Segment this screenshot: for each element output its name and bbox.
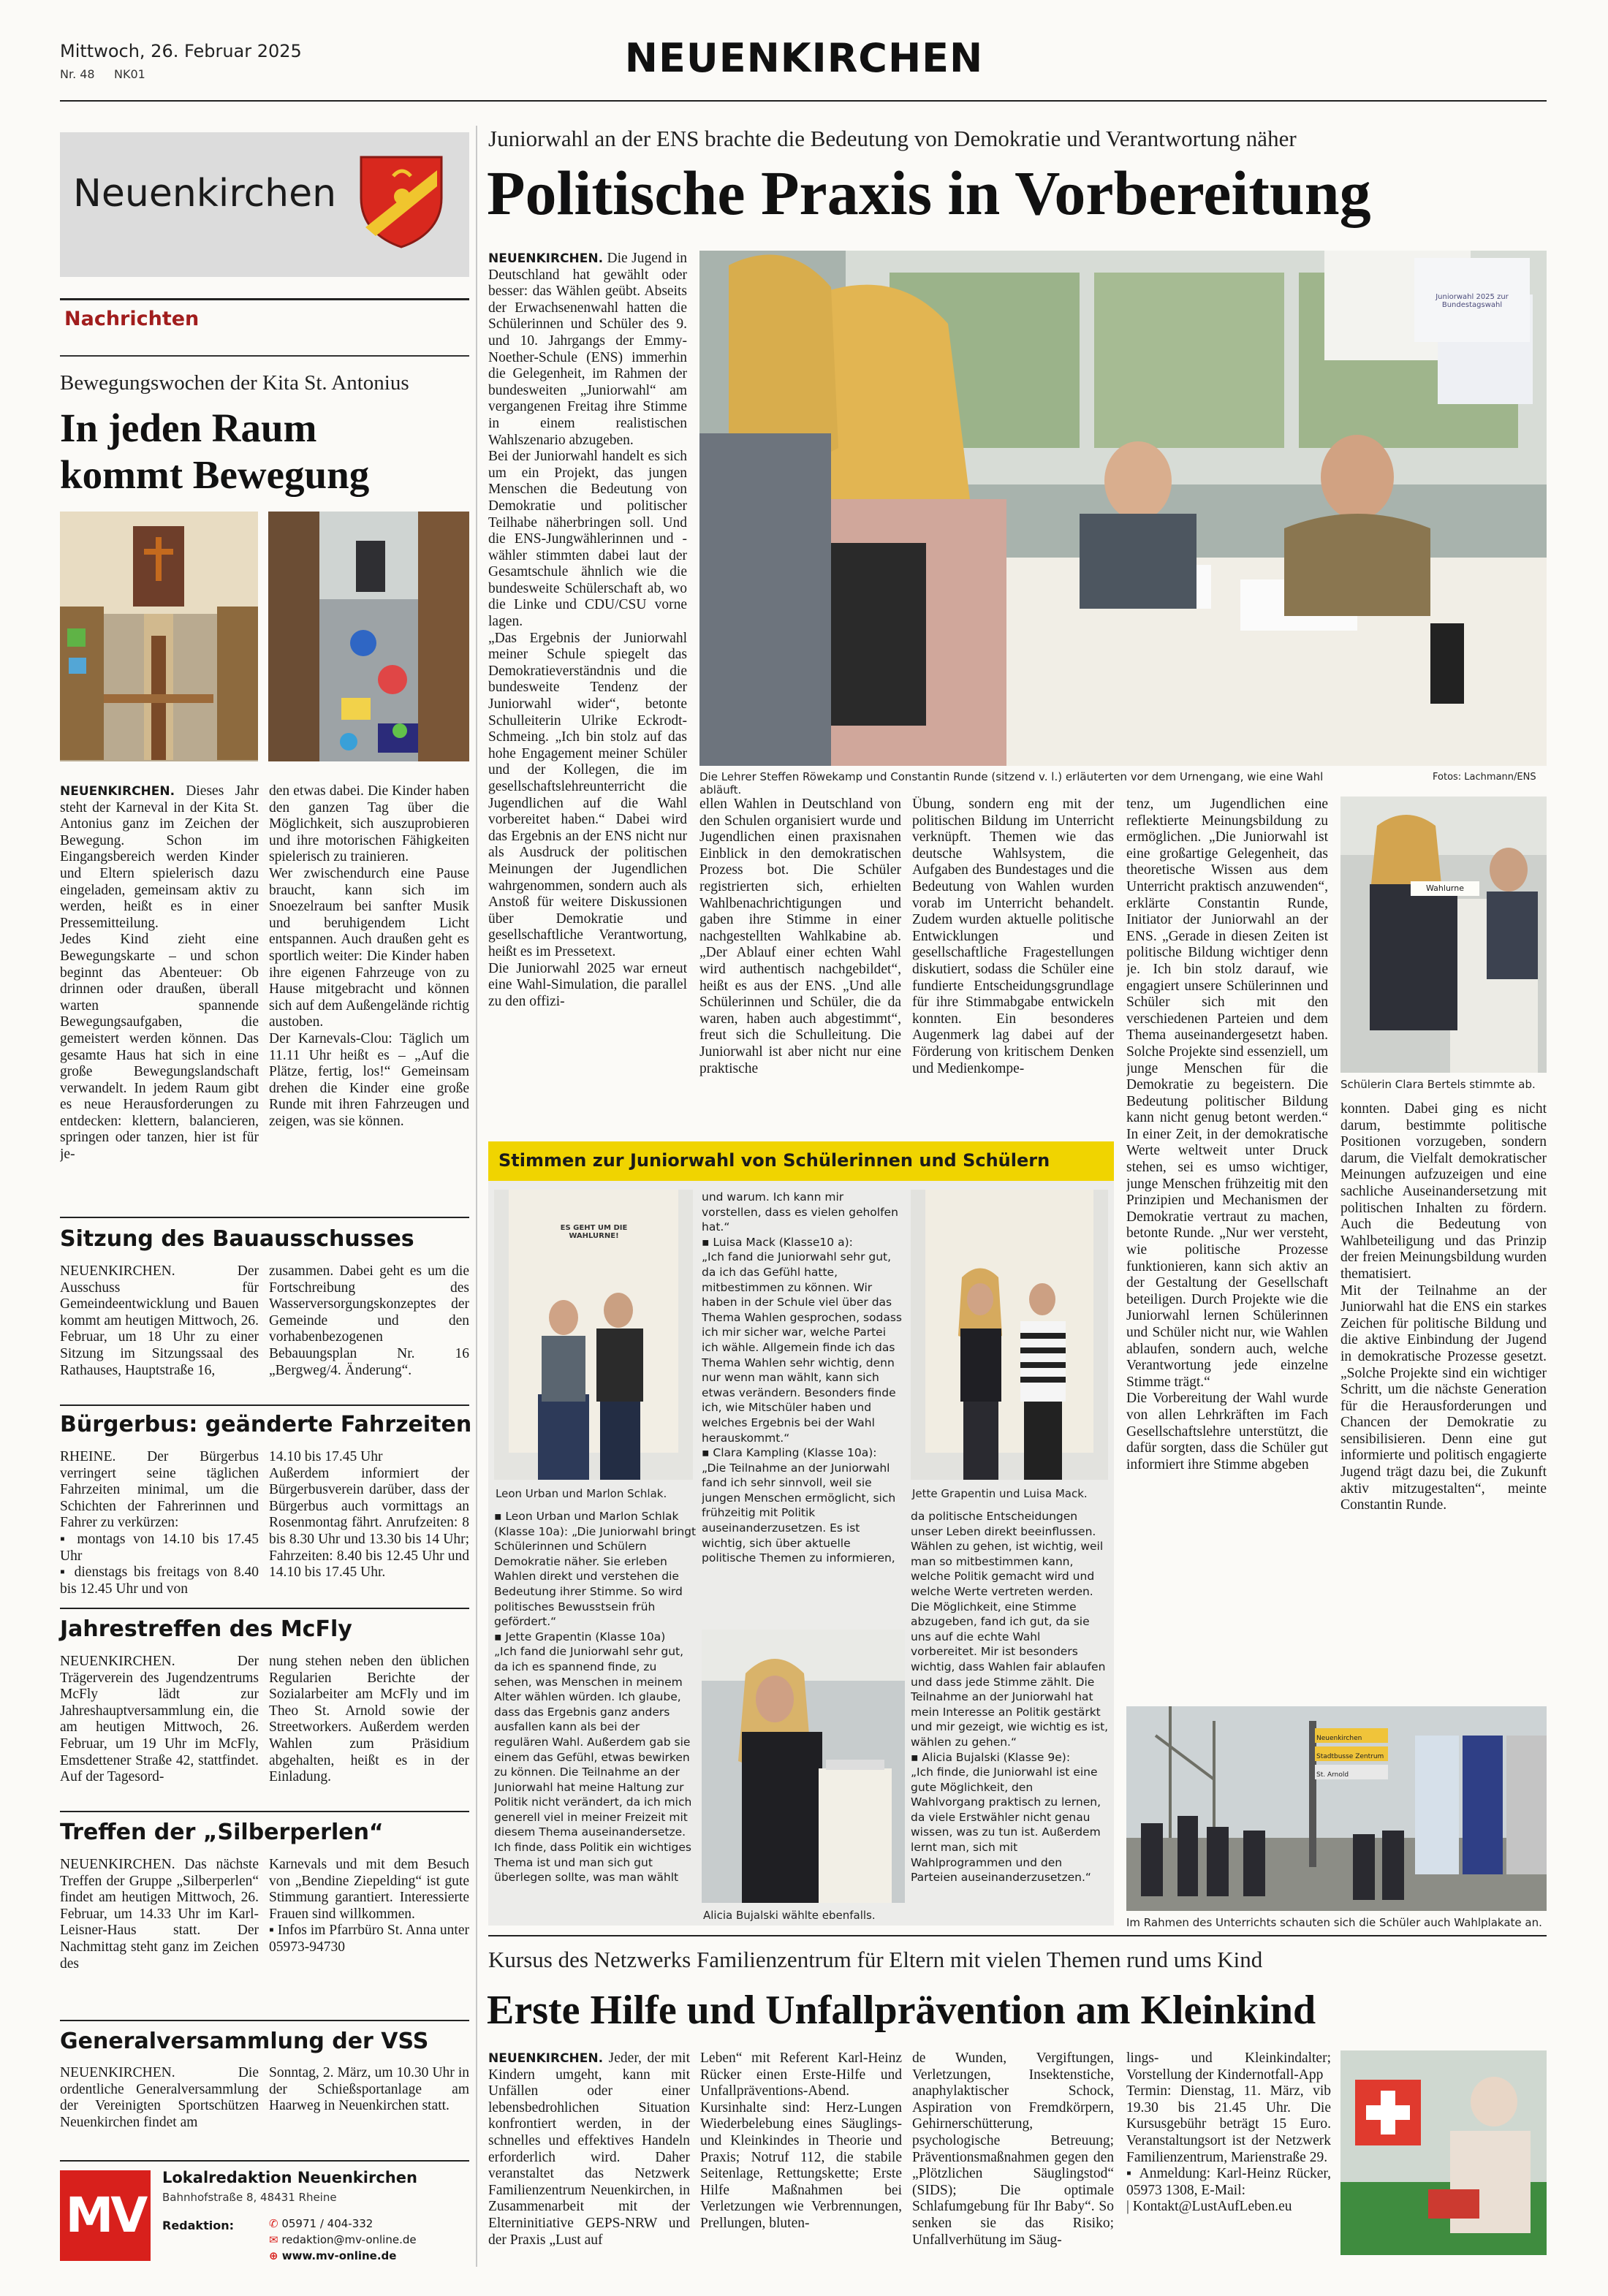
footer-label: Redaktion: <box>162 2219 234 2232</box>
clara-photo <box>1340 797 1547 1073</box>
bau-text-col1: NEUENKIRCHEN. Der Ausschuss für Gemeindeentwicklung und Bauen kommt am heutigen Mittwoch, 26. Februar, um 18 Uhr zu einer Sitzung im Sitzungssaal des Rathauses, Hauptstraße 16, <box>60 1263 259 1378</box>
masthead-rule <box>60 100 1547 102</box>
kita-photo-floor <box>268 512 469 761</box>
bus-text-col2: 14.10 bis 17.45 Uhr Außerdem informiert der Bürgerbusverein darüber, dass der Bürgerbus auch vormittags an Rosenmontag fährt. Anrufzeiten: 8 bis 8.30 Uhr und 13.30 bis 14 Uhr; Fahrzeiten: 8.40 bis 12.45 Uhr und 14.10 bis 17.45 Uhr. <box>269 1449 469 1581</box>
divider <box>60 1811 469 1812</box>
bau-headline: Sitzung des Bauausschusses <box>60 1226 414 1252</box>
mcfly-text-col2: nung stehen neben den üblichen Regularien Berichte der Sozialarbeiter am McFly und im Theo St. Arnold sowie der Streetworkers. Außerdem werden Wahlen zum Präsidium abgehalten, heißt es in der Einladung. <box>269 1654 469 1785</box>
main-text-col3: Übung, sondern eng mit der politischen Bildung im Unterricht verknüpft. Themen wie das deutsche Wahlsystem, die Aufgaben des Bundestages und die Bedeutung von Wahlen wurden vorab im Unterricht behandelt. Zudem wurden aktuelle politische Entwicklungen und gesellschaftliche Fragestellungen diskutiert, sodass die Schüler eine fundierte Entscheidungsgrundlage für ihre Stimmabgabe entwickeln konnten. Ein besonderes Augenmerk lag dabei auf der Förderung von kritischem Denken und Medienkompe- <box>912 797 1114 1076</box>
footer-phone-text: 05971 / 404-332 <box>281 2217 373 2230</box>
sidebar-title: Neuenkirchen <box>73 172 337 216</box>
main-text-col1: NEUENKIRCHEN. Die Jugend in Deutschland hat gewählt oder besser: das Wählen geübt. Abseits der Erwachsenenwahl hatten die Schülerinnen und Schüler des 9. und 10. Jahrgangs der Emmy-Noether-Schule (ENS) immerhin die Gelegenheit, im Rahmen der bundesweiten „Juniorwahl“ am vergangenen Freitag ihre Stimme in einem realistischen Wahlszenario abzugeben. Bei der Juniorwahl handelt es sich um ein Projekt, das jungen Menschen die Bedeutung von Demokratie und politischer Teilhabe näherbringen soll. Und die ENS-Jungwählerinnen und -wähler stimmten dabei laut der Gesamtschule ähnlich wie die bundesweite Schülerschaft ab, wo die Linke und CDU/CSU vorne lagen. „Das Ergebnis der Juniorwahl meiner Schule spiegelt das Demokratieverständnis und die bundesweite Tendenz der Juniorwahl wider“, betonte Schulleiterin Ulrike Eckrodt-Schmeing. „Ich bin stolz auf das hohe Engagement meiner Schüler und der Kollegen, die im gesellschaftslehreunterricht die Jugendlichen auf die Wahl vorbereitet haben.“ Dabei wird das Ergebnis an der ENS nicht nur als Ausdruck der politischen Meinungen der Jugendlichen wahrgenommen, sondern auch als Anstoß für weitere Diskussionen über Demokratie und gesellschaftliche Verantwortung, heißt es im Pressetext. Die Juniorwahl 2025 war erneut eine Wahl-Simulation, die parallel zu den offizi- <box>488 251 687 1009</box>
divider <box>60 1217 469 1218</box>
bottom-text-col3: de Wunden, Vergiftungen, Verletzungen, Insektenstiche, anaphylaktischer Schock, Aspiration von Fremdkörpern, Gehirnerschütterung, psychologische Betreuung; Präventionsmaßnahmen gegen den „Plötzlichen Säuglingstod“ (SIDS); Die optimale Schlafumgebung für Ihr Baby“. So senken sie das Risiko; Unfallverhütung im Säug- <box>912 2050 1114 2248</box>
kita-photo-hall <box>60 512 258 761</box>
divider <box>488 1935 1547 1936</box>
street-sign-3: St. Arnold <box>1316 1771 1349 1779</box>
nachrichten-rule-bottom <box>60 355 469 357</box>
vss-text-col1: NEUENKIRCHEN. Die ordentliche Generalversammlung der Vereinigten Sportschützen Neuenkirchen findet am <box>60 2065 259 2130</box>
section-title: NEUENKIRCHEN <box>624 35 984 81</box>
poster-juniorwahl: Juniorwahl 2025 zur Bundestagswahl <box>1414 258 1530 342</box>
divider <box>60 1608 469 1609</box>
alicia-caption: Alicia Bujalski wählte ebenfalls. <box>703 1909 876 1922</box>
footer-email[interactable] <box>269 2233 417 2246</box>
masthead-edition: NK01 <box>114 67 145 81</box>
bottom-text-col1-body: Jeder, der mit Kindern umgeht, kann mit Unfällen oder einer lebensbedrohlichen Situation konfrontiert werden, in der schnelles und effektives Handeln erforderlich wird. Daher veranstaltet das Netzwerk Familienzentrum Neuenkirchen, in Zusammenarbeit mit der Elterninitiative GEPS-NRW und der Praxis „Lust auf <box>488 2050 690 2248</box>
street-sign-1: Neuenkirchen <box>1316 1735 1362 1742</box>
vss-headline: Generalversammlung der VSS <box>60 2029 429 2054</box>
bottom-text-col2: Leben“ mit Referent Karl-Heinz Rücker einen Erste-Hilfe und Unfallpräventions-Abend. Kursinhalte sind: Herz-Lungen Wiederbelebung eines Säuglings- und Kleinkindes in Theorie und Praxis; Notruf 112, die stabile Seitenlage, Rettungskette; Erste Hilfe Maßnahmen bei Verletzungen wie Verbrennungen, Prellungen, bluten- <box>700 2050 902 2231</box>
footer-phone <box>269 2217 373 2230</box>
mcfly-headline: Jahrestreffen des McFly <box>60 1616 352 1642</box>
divider <box>60 2160 469 2162</box>
stimmen-title: Stimmen zur Juniorwahl von Schülerinnen und Schülern <box>498 1150 1050 1171</box>
clara-caption: Schülerin Clara Bertels stimmte ab. <box>1340 1078 1536 1091</box>
main-text-col4: tenz, um Jugendlichen eine reflektierte Meinungsbildung zu ermöglichen. „Die Juniorwahl ist eine großartige Gelegenheit, das theoretische Wissen aus dem Unterricht praktisch anzuwenden“, erklärte Constantin Runde, Initiator der Juniorwahl an der ENS. „Gerade in diesen Zeiten ist politische Bildung wichtiger denn je. Ich bin stolz darauf, wie engagiert unsere Schülerinnen und Schüler sich mit den verschiedenen Parteien und dem Thema auseinandergesetzt haben. Solche Projekte sind essenziell, um junge Menschen für die Demokratie zu begeistern. Die Bedeutung politischer Bildung kann nicht genug betont werden.“ In einer Zeit, in der demokratische Werte weltweit unter Druck stehen, sei es umso wichtiger, junge Menschen frühzeitig mit den Prinzipien und Mechanismen der Demokratie vertraut zu machen, betonte Runde. „Nur wer versteht, wie politische Prozesse funktionieren, kann sich aktiv an der Gestaltung der Gesellschaft beteiligen. Durch Projekte wie die Juniorwahl lernen Schülerinnen und Schüler nicht nur, wie Wahlen ablaufen, sondern auch, welche Verantwortung jede einzelne Stimme trägt.“ Die Vorbereitung der Wahl wurde von allen Lehrkräften im Fach Gesellschaftslehre unterstützt, die dafür sorgten, dass die Schüler gut informiert ihre Stimme abgeben <box>1126 797 1328 1472</box>
main-text-col5: konnten. Dabei ging es nicht darum, bestimmte politische Positionen vorzugeben, sondern darum, die Vielfalt demokratischer Meinungen aufzuzeigen und eine sachliche Auseinandersetzung mit politischen Inhalten zu fördern. Auch die Bedeutung von Wahlbeteiligung und das Prinzip der freien Meinungsbildung wurden thematisiert. Mit der Teilnahme an der Juniorwahl hat die ENS ein starkes Zeichen für politische Bildung und die aktive Einbindung der Jugend in demokratische Prozesse gesetzt. „Solche Projekte sind ein wichtiger Schritt, um die nächste Generation für die Herausforderungen und Chancen der Demokratie zu sensibilisieren. Denn eine gut informierte und politisch engagierte Jugend trägt dazu bei, die Zukunft aktiv mitzugestalten“, meinte Constantin Runde. <box>1340 1101 1547 1513</box>
main-kicker: Juniorwahl an der ENS brachte die Bedeutung von Demokratie und Verantwortung näher <box>488 126 1297 151</box>
wahlplakat-caption: Im Rahmen des Unterrichts schauten sich die Schüler auch Wahlplakate an. <box>1126 1916 1542 1929</box>
silber-text-col1: NEUENKIRCHEN. Das nächste Treffen der Gruppe „Silberperlen“ findet am heutigen Mittwoch, 26. Februar, um 14.33 Uhr im Karl-Leisner-Haus statt. Der Nachmittag steht ganz im Zeichen des <box>60 1857 259 1972</box>
kita-text-col1-body: Dieses Jahr steht der Karneval in der Kita St. Antonius ganz im Zeichen der Bewegung. Schon im Eingangsbereich werden Kinder und Eltern spielerisch dazu eingeladen, gemeinsam aktiv zu werden, heißt es in einer Pressemitteilung. Jedes Kind zieht eine Bewegungskarte – und schon beginnt das Abenteuer: Ob drinnen oder draußen, überall warten spannende Bewegungsaufgaben, die gemeistert werden können. Das gesamte Haus hat sich in eine große Bewegungslandschaft verwandelt. In jedem Raum gibt es neue Herausforderungen zu entdecken: klettern, balancieren, springen oder tanzen, hier ist für je- <box>60 783 259 1163</box>
coat-of-arms-icon <box>358 154 444 249</box>
phone-icon: ✆ <box>269 2217 282 2230</box>
column-divider <box>476 126 477 2267</box>
mv-logo: MV <box>60 2170 151 2261</box>
bus-headline: Bürgerbus: geänderte Fahrzeiten <box>60 1412 472 1437</box>
vss-text-col2: Sonntag, 2. März, um 10.30 Uhr in der Schießsportanlage am Haarweg in Neuenkirchen statt. <box>269 2065 469 2114</box>
web-icon: ⊕ <box>269 2249 282 2262</box>
mail-icon: ✉ <box>269 2233 282 2246</box>
bottom-text-col4: lings- und Kleinkindalter; Vorstellung der Kindernotfall-App Termin: Dienstag, 11. März, vib 19.30 bis 21.45 Uhr. Die Kursusgebühr beträgt 15 Euro. Veranstaltungsort ist der Netzwerk Familienzentrum, Marienstraße 29. ▪ Anmeldung: Karl-Heinz Rücker, 05973 1308, E-Mail: | Kontakt@LustAufLeben.eu <box>1126 2050 1331 2215</box>
bottom-headline: Erste Hilfe und Unfallprävention am Kleinkind <box>487 1988 1316 2033</box>
stimmen-text-colA: ▪ Leon Urban und Marlon Schlak (Klasse 10a): „Die Juniorwahl bringt Schülerinnen und Schülern Demokratie näher. Sie erleben Wahlen direkt und verstehen die Bedeutung ihrer Stimme. So wird politisches Bewusstsein früh gefördert.“ ▪ Jette Grapentin (Klasse 10a) „Ich fand die Juniorwahl sehr gut, da ich es spannend finde, zu sehen, was Menschen in meinem Alter wählen würden. Ich glaube, dass das Ergebnis ganz anders ausfallen kann als bei der regulären Wahl. Außerdem gab sie einem das Gefühl, etwas bewirken zu können. Die Teilnahme an der Juniorwahl hat meine Haltung zur Politik nicht verändert, da ich mich generell viel in meiner Freizeit mit diesem Thema auseinandersetze. Ich finde, dass Politik ein wichtiges Thema ist und man sich gut überlegen sollte, was man wählt <box>494 1510 697 1885</box>
bottom-kicker: Kursus des Netzwerks Familienzentrum für Eltern mit vielen Themen rund ums Kind <box>488 1947 1263 1972</box>
divider <box>60 2020 469 2021</box>
footer-web-text[interactable]: www.mv-online.de <box>281 2249 397 2262</box>
silber-headline: Treffen der „Silberperlen“ <box>60 1820 384 1845</box>
alicia-photo <box>702 1630 905 1903</box>
main-text-col2: ellen Wahlen in Deutschland von den Schulen organisiert wurde und Jugendlichen einen praxisnahen Einblick in den demokratischen Prozess bot. Die Schüler registrierten sich, erhielten Wahlbenachrichtigungen und gaben ihre Stimme in einer nachgestellten Wahlkabine ab. „Der Ablauf einer echten Wahl wird authentisch nachgebildet“, heißt es aus der ENS. „Und alle Schülerinnen und Schüler, die da waren, haben auch abgestimmt“, freut sich die Schulleitung. Die Juniorwahl ist aber nicht nur eine praktische <box>699 797 901 1076</box>
kita-text-col1: NEUENKIRCHEN. Dieses Jahr steht der Karneval in der Kita St. Antonius ganz im Zeichen der Bewegung. Schon im Eingangsbereich werden Kinder und Eltern spielerisch dazu eingeladen, gemeinsam aktiv zu werden, heißt es in einer Pressemitteilung. Jedes Kind zieht eine Bewegungskarte – und schon beginnt das Abenteuer: Ob drinnen oder draußen, überall warten spannende Bewegungsaufgaben, die gemeistert werden können. Das gesamte Haus hat sich in eine große Bewegungslandschaft verwandelt. In jedem Raum gibt es neue Herausforderungen zu entdecken: klettern, balancieren, springen oder tanzen, hier ist für je- <box>60 783 259 1163</box>
nachrichten-label: Nachrichten <box>64 308 200 330</box>
jette-luisa-caption: Jette Grapentin und Luisa Mack. <box>912 1487 1088 1500</box>
nachrichten-rule-top <box>60 298 469 300</box>
footer-web[interactable] <box>269 2249 396 2262</box>
main-headline: Politische Praxis in Vorbereitung <box>487 158 1371 228</box>
street-signs <box>1316 1730 1387 1784</box>
kita-kicker: Bewegungswochen der Kita St. Antonius <box>60 371 409 395</box>
kita-headline: In jeden Raum kommt Bewegung <box>60 406 370 497</box>
kita-text-col2: den etwas dabei. Die Kinder haben den ganzen Tag über die Möglichkeit, sich auszuprobieren und ihre motorischen Fähigkeiten spielerisch zu trainieren. Wer zwischendurch eine Pause braucht, kann sich im Snoezelraum bei sanfter Musik und beruhigendem Licht entspannen. Auch draußen geht es sportlich weiter: Die Kinder haben ihre eigenen Fahrzeuge von zu Hause mitgebracht und können sich auf dem Außengelände richtig austoben. Der Karnevals-Clou: Täglich um 11.11 Uhr heißt es – „Auf die Plätze, fertig, los!“ Gemeinsam drehen die Kinder eine große Runde mit ihren Fahrzeugen und zeigen, was sie können. <box>269 783 469 1129</box>
first-aid-photo <box>1340 2050 1547 2255</box>
wall-text: ES GEHT UM DIE WAHLURNE! <box>560 1224 628 1240</box>
masthead-date: Mittwoch, 26. Februar 2025 <box>60 41 302 61</box>
masthead-issue: Nr. 48 <box>60 67 95 81</box>
bottom-text-col1: NEUENKIRCHEN. Jeder, der mit Kindern umgeht, kann mit Unfällen oder einer lebensbedrohlichen Situation konfrontiert werden, in der schnelles und effektives Handeln erforderlich wird. Daher veranstaltet das Netzwerk Familienzentrum Neuenkirchen, in Zusammenarbeit mit der Elterninitiative GEPS-NRW und der Praxis „Lust auf <box>488 2050 690 2248</box>
stimmen-text-colB: und warum. Ich kann mir vorstellen, dass es vielen geholfen hat.“ ▪ Luisa Mack (Klasse10 a): „Ich fand die Juniorwahl sehr gut, da ich das Gefühl hatte, mitbestimmen zu können. Wir haben in der Schule viel über das Thema Wahlen gesprochen, sodass ich mir sicher war, welche Partei ich wähle. Allgemein finde ich das Thema Wahlen sehr wichtig, denn nur wenn man wählt, kann sich etwas verändern. Besonders finde ich, wie Mitschüler haben und welches Ergebnis bei der Wahl herauskommt.“ ▪ Clara Kampling (Klasse 10a): „Die Teilnahme an der Juniorwahl fand ich sehr sinnvoll, weil sie jungen Menschen ermöglicht, sich frühzeitig mit Politik auseinanderzusetzen. Es ist wichtig, sich über aktuelle politische Themen zu informieren, <box>702 1190 903 1565</box>
street-sign-2: Stadtbusse Zentrum <box>1316 1753 1384 1760</box>
main-text-col1-body: Die Jugend in Deutschland hat gewählt oder besser: das Wählen geübt. Abseits der Erwachsenenwahl hatten die Schülerinnen und Schüler des 9. und 10. Jahrgangs der Emmy-Noether-Schule (ENS) immerhin die Gelegenheit, im Rahmen der bundesweiten „Juniorwahl“ am vergangenen Freitag ihre Stimme in einem realistischen Wahlszenario abzugeben. Bei der Juniorwahl handelt es sich um ein Projekt, das jungen Menschen die Bedeutung von Demokratie und politischer Teilhabe näherbringen soll. Und die ENS-Jungwählerinnen und -wähler stimmten dabei laut der Gesamtschule ähnlich wie die bundesweite Schülerschaft ab, wo die Linke und CDU/CSU vorne lagen. „Das Ergebnis der Juniorwahl meiner Schule spiegelt das Demokratieverständnis und die bundesweite Tendenz der Juniorwahl wider“, betonte Schulleiterin Ulrike Eckrodt-Schmeing. „Ich bin stolz auf das hohe Engagement meiner Schüler und der Kollegen, die im gesellschaftslehreunterricht die Jugendlichen auf die Wahl vorbereitet haben.“ Dabei wird das Ergebnis an der ENS nicht nur als Ausdruck der politischen Meinungen der Jugendlichen wahrgenommen, sondern auch als Anstoß für weitere Diskussionen über Demokratie und gesellschaftliche Verantwortung, heißt es im Pressetext. Die Juniorwahl 2025 war erneut eine Wahl-Simulation, die parallel zu den offizi- <box>488 251 687 1009</box>
divider <box>60 1404 469 1406</box>
footer-email-text[interactable]: redaktion@mv-online.de <box>281 2233 417 2246</box>
footer-title: Lokalredaktion Neuenkirchen <box>162 2169 417 2186</box>
bus-text-col1: RHEINE. Der Bürgerbus verringert seine täglichen Fahrzeiten minimal, um die Schichten der Fahrerinnen und Fahrer zu verkürzen: ▪ montags von 14.10 bis 17.45 Uhr ▪ dienstags bis freitags von 8.40 bis 12.45 Uhr und von <box>60 1449 259 1597</box>
main-caption: Die Lehrer Steffen Röwekamp und Constantin Runde (sitzend v. l.) erläuterten vor dem Urnengang, wie eine Wahl abläuft. <box>699 770 1324 797</box>
footer-address: Bahnhofstraße 8, 48431 Rheine <box>162 2191 337 2204</box>
photo-credit: Fotos: Lachmann/ENS <box>1433 772 1536 783</box>
urn-label: Wahlurne <box>1411 881 1479 896</box>
stimmen-text-colC: da politische Entscheidungen unser Leben direkt beeinflussen. Wählen zu gehen, ist wichtig, weil man so mitbestimmen kann, welche Politik gemacht wird und welche Werte vertreten werden. Die Möglichkeit, eine Stimme abzugeben, fand ich gut, da sie uns auf die echte Wahl vorbereitet. Mir ist besonders wichtig, dass Wahlen fair ablaufen und dass jede Stimme zählt. Die Teilnahme an der Juniorwahl hat mein Interesse an Politik gestärkt und mir gezeigt, wie wichtig es ist, wählen zu gehen.“ ▪ Alicia Bujalski (Klasse 9e): „Ich finde, die Juniorwahl ist eine gute Möglichkeit, den Wahlvorgang praktisch zu lernen, da viele Erstwähler nicht genau wissen, was zu tun ist. Außerdem lernt man, sich mit Wahlprogrammen und den Parteien auseinanderzusetzen.“ <box>911 1510 1109 1885</box>
jette-luisa-photo <box>911 1190 1108 1480</box>
stimmen-title-bar <box>488 1141 1114 1181</box>
silber-text-col2: Karnevals und mit dem Besuch von „Bendine Ziepelding“ ist gute Stimmung garantiert. Interessierte Frauen sind willkommen. ▪ Infos im Pfarrbüro St. Anna unter 05973-94730 <box>269 1857 469 1955</box>
mcfly-text-col1: NEUENKIRCHEN. Der Trägerverein des Jugendzentrums McFly lädt zur Jahreshauptversammlung ein, die am heutigen Mittwoch, 26. Februar, um 19 Uhr im McFly, Emsdettener Straße 42, stattfindet. Auf der Tagesord- <box>60 1654 259 1785</box>
leon-marlon-caption: Leon Urban und Marlon Schlak. <box>496 1487 667 1500</box>
bau-text-col2: zusammen. Dabei geht es um die Fortschreibung des Wasserversorgungskonzeptes der Gemeinde und den vorhabenbezogenen Bebauungsplan Nr. 16 „Bergweg/4. Änderung“. <box>269 1263 469 1378</box>
sidebar-header <box>60 132 469 277</box>
